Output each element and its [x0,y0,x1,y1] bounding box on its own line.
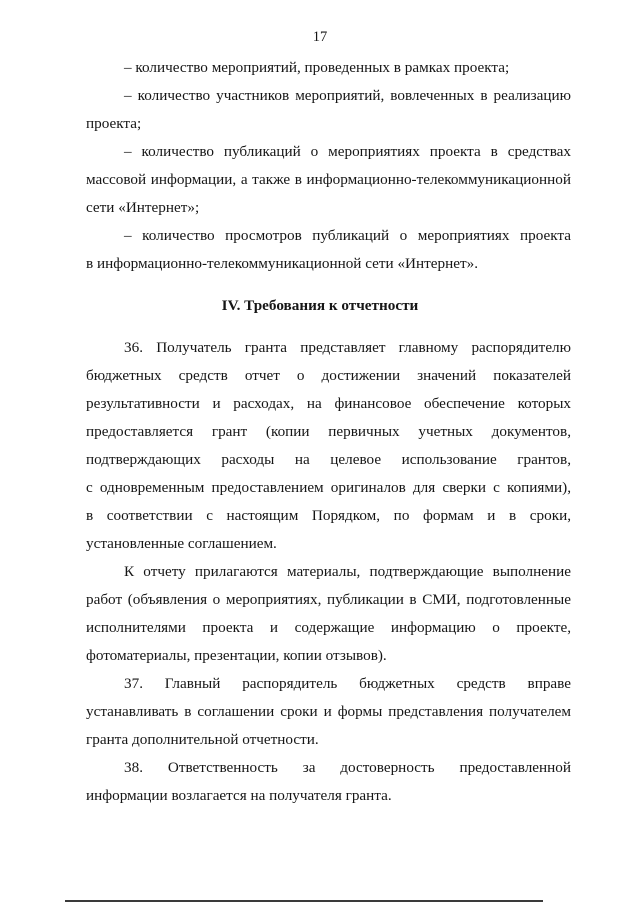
paragraph-37-line: 37. Главный распорядитель бюджетных средств вправе [124,675,571,692]
paragraph-37-line: гранта дополнительной отчетности. [86,731,319,748]
paragraph-38-line: 38. Ответственность за достоверность предоставленной [124,759,571,776]
paragraph-attachments-line: фотоматериалы, презентации, копии отзывов). [86,647,387,664]
paragraph-36-line: подтверждающих расходы на целевое использование грантов, [86,451,571,468]
page-number: 17 [312,29,328,45]
paragraph-attachments-line: К отчету прилагаются материалы, подтверждающие выполнение [124,563,571,580]
paragraph-36-line: установленные соглашением. [86,535,277,552]
paragraph-36-line: результативности и расходах, на финансовое обеспечение которых [86,395,571,412]
section-heading: IV. Требования к отчетности [221,297,419,314]
paragraph-attachments-line: исполнителями проекта и содержащие информацию о проекте, [86,619,571,636]
paragraph-36-line: с одновременным предоставлением оригиналов для сверки с копиями), [86,479,571,496]
paragraph-37-line: устанавливать в соглашении сроки и формы представления получателем [86,703,571,720]
list-line: – количество публикаций о мероприятиях проекта в средствах [124,143,571,160]
list-line: массовой информации, а также в информационно-телекоммуникационной [86,171,571,188]
paragraph-36-line: в соответствии с настоящим Порядком, по формам и в сроки, [86,507,571,524]
list-line: сети «Интернет»; [86,199,200,216]
list-line: проекта; [86,115,142,132]
paragraph-36-line: бюджетных средств отчет о достижении значений показателей [86,367,571,384]
list-line: – количество просмотров публикаций о мероприятиях проекта [124,227,571,244]
paragraph-36-line: предоставляется грант (копии первичных учетных документов, [86,423,571,440]
list-line: – количество участников мероприятий, вовлеченных в реализацию [124,87,571,104]
paragraph-36-line: 36. Получатель гранта представляет главному распорядителю [124,339,571,356]
paragraph-38-line: информации возлагается на получателя гранта. [86,787,392,804]
list-line: в информационно-телекоммуникационной сети «Интернет». [86,255,479,272]
list-line: – количество мероприятий, проведенных в рамках проекта; [124,59,510,76]
paragraph-attachments-line: работ (объявления о мероприятиях, публикации в СМИ, подготовленные [86,591,571,608]
bottom-rule [65,900,543,902]
